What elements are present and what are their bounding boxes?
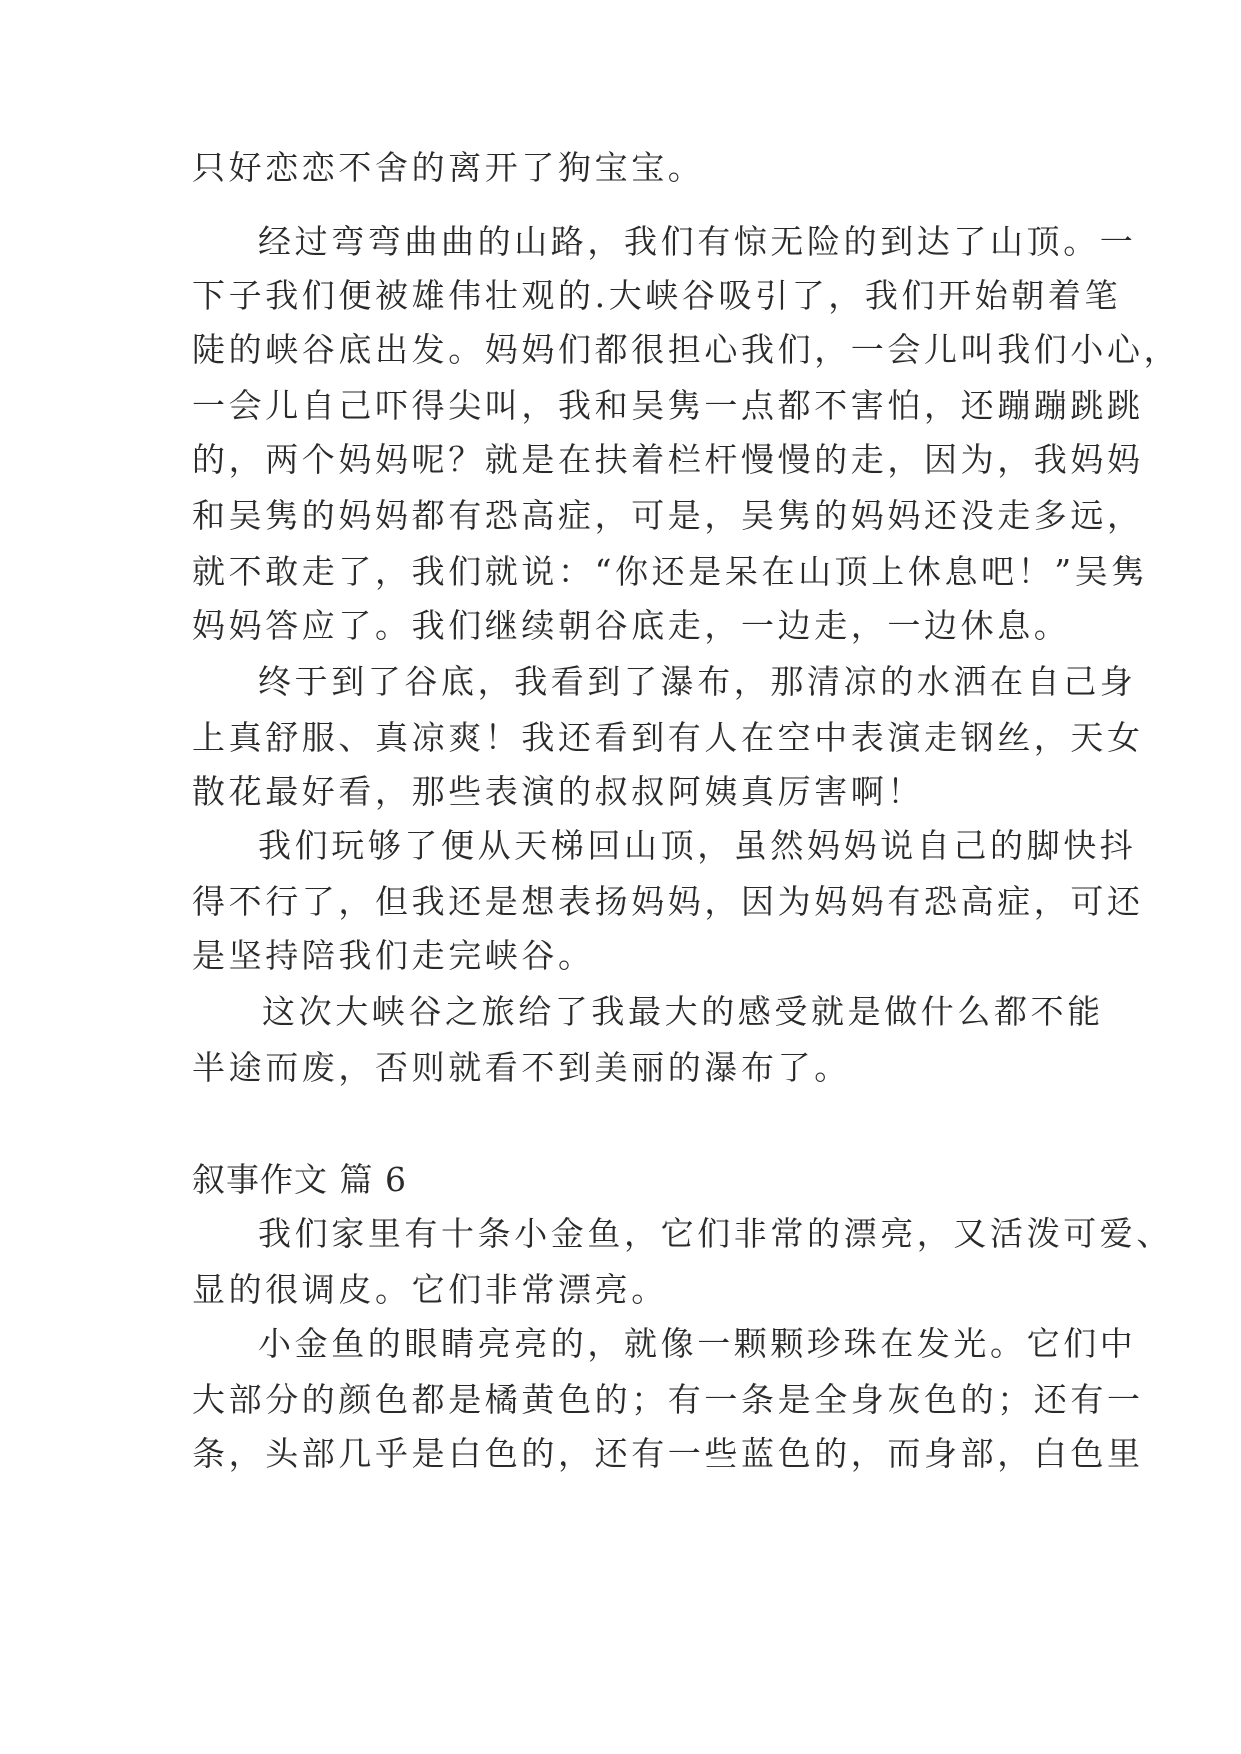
paragraph-line: 小金鱼的眼睛亮亮的，就像一颗颗珍珠在发光。它们中 — [258, 1324, 1137, 1363]
paragraph-line: 是坚持陪我们走完峡谷。 — [192, 936, 595, 975]
paragraph-line: 和吴隽的妈妈都有恐高症，可是，吴隽的妈妈还没走多远， — [192, 496, 1144, 535]
paragraph-line: 只好恋恋不舍的离开了狗宝宝。 — [192, 148, 705, 187]
paragraph-line: 我们玩够了便从天梯回山顶，虽然妈妈说自己的脚快抖 — [258, 826, 1137, 865]
section-heading: 叙事作文 篇 6 — [192, 1160, 407, 1199]
paragraph-line: 的，两个妈妈呢？就是在扶着栏杆慢慢的走，因为，我妈妈 — [192, 440, 1144, 479]
paragraph-line: 终于到了谷底，我看到了瀑布，那清凉的水洒在自己身 — [258, 662, 1137, 701]
paragraph-line: 经过弯弯曲曲的山路，我们有惊无险的到达了山顶。一 — [258, 222, 1137, 261]
paragraph-line: 妈妈答应了。我们继续朝谷底走，一边走，一边休息。 — [192, 606, 1071, 645]
paragraph-line: 得不行了，但我还是想表扬妈妈，因为妈妈有恐高症，可还 — [192, 882, 1144, 921]
paragraph-line: 大部分的颜色都是橘黄色的；有一条是全身灰色的；还有一 — [192, 1380, 1144, 1419]
paragraph-line: 就不敢走了，我们就说：“你还是呆在山顶上休息吧！”吴隽 — [192, 552, 1148, 591]
paragraph-line: 一会儿自己吓得尖叫，我和吴隽一点都不害怕，还蹦蹦跳跳 — [192, 386, 1144, 425]
paragraph-line: 我们家里有十条小金鱼，它们非常的漂亮，又活泼可爱、 — [258, 1214, 1173, 1253]
paragraph-line: 下子我们便被雄伟壮观的.大峡谷吸引了，我们开始朝着笔 — [192, 276, 1122, 315]
paragraph-line: 半途而废，否则就看不到美丽的瀑布了。 — [192, 1048, 851, 1087]
paragraph-line: 条，头部几乎是白色的，还有一些蓝色的，而身部，白色里 — [192, 1434, 1144, 1473]
paragraph-line: 这次大峡谷之旅给了我最大的感受就是做什么都不能 — [262, 992, 1104, 1031]
paragraph-line: 上真舒服、真凉爽！我还看到有人在空中表演走钢丝，天女 — [192, 718, 1144, 757]
paragraph-line: 显的很调皮。它们非常漂亮。 — [192, 1270, 668, 1309]
paragraph-line: 散花最好看，那些表演的叔叔阿姨真厉害啊！ — [192, 772, 924, 811]
paragraph-line: 陡的峡谷底出发。妈妈们都很担心我们，一会儿叫我们小心， — [192, 330, 1181, 369]
